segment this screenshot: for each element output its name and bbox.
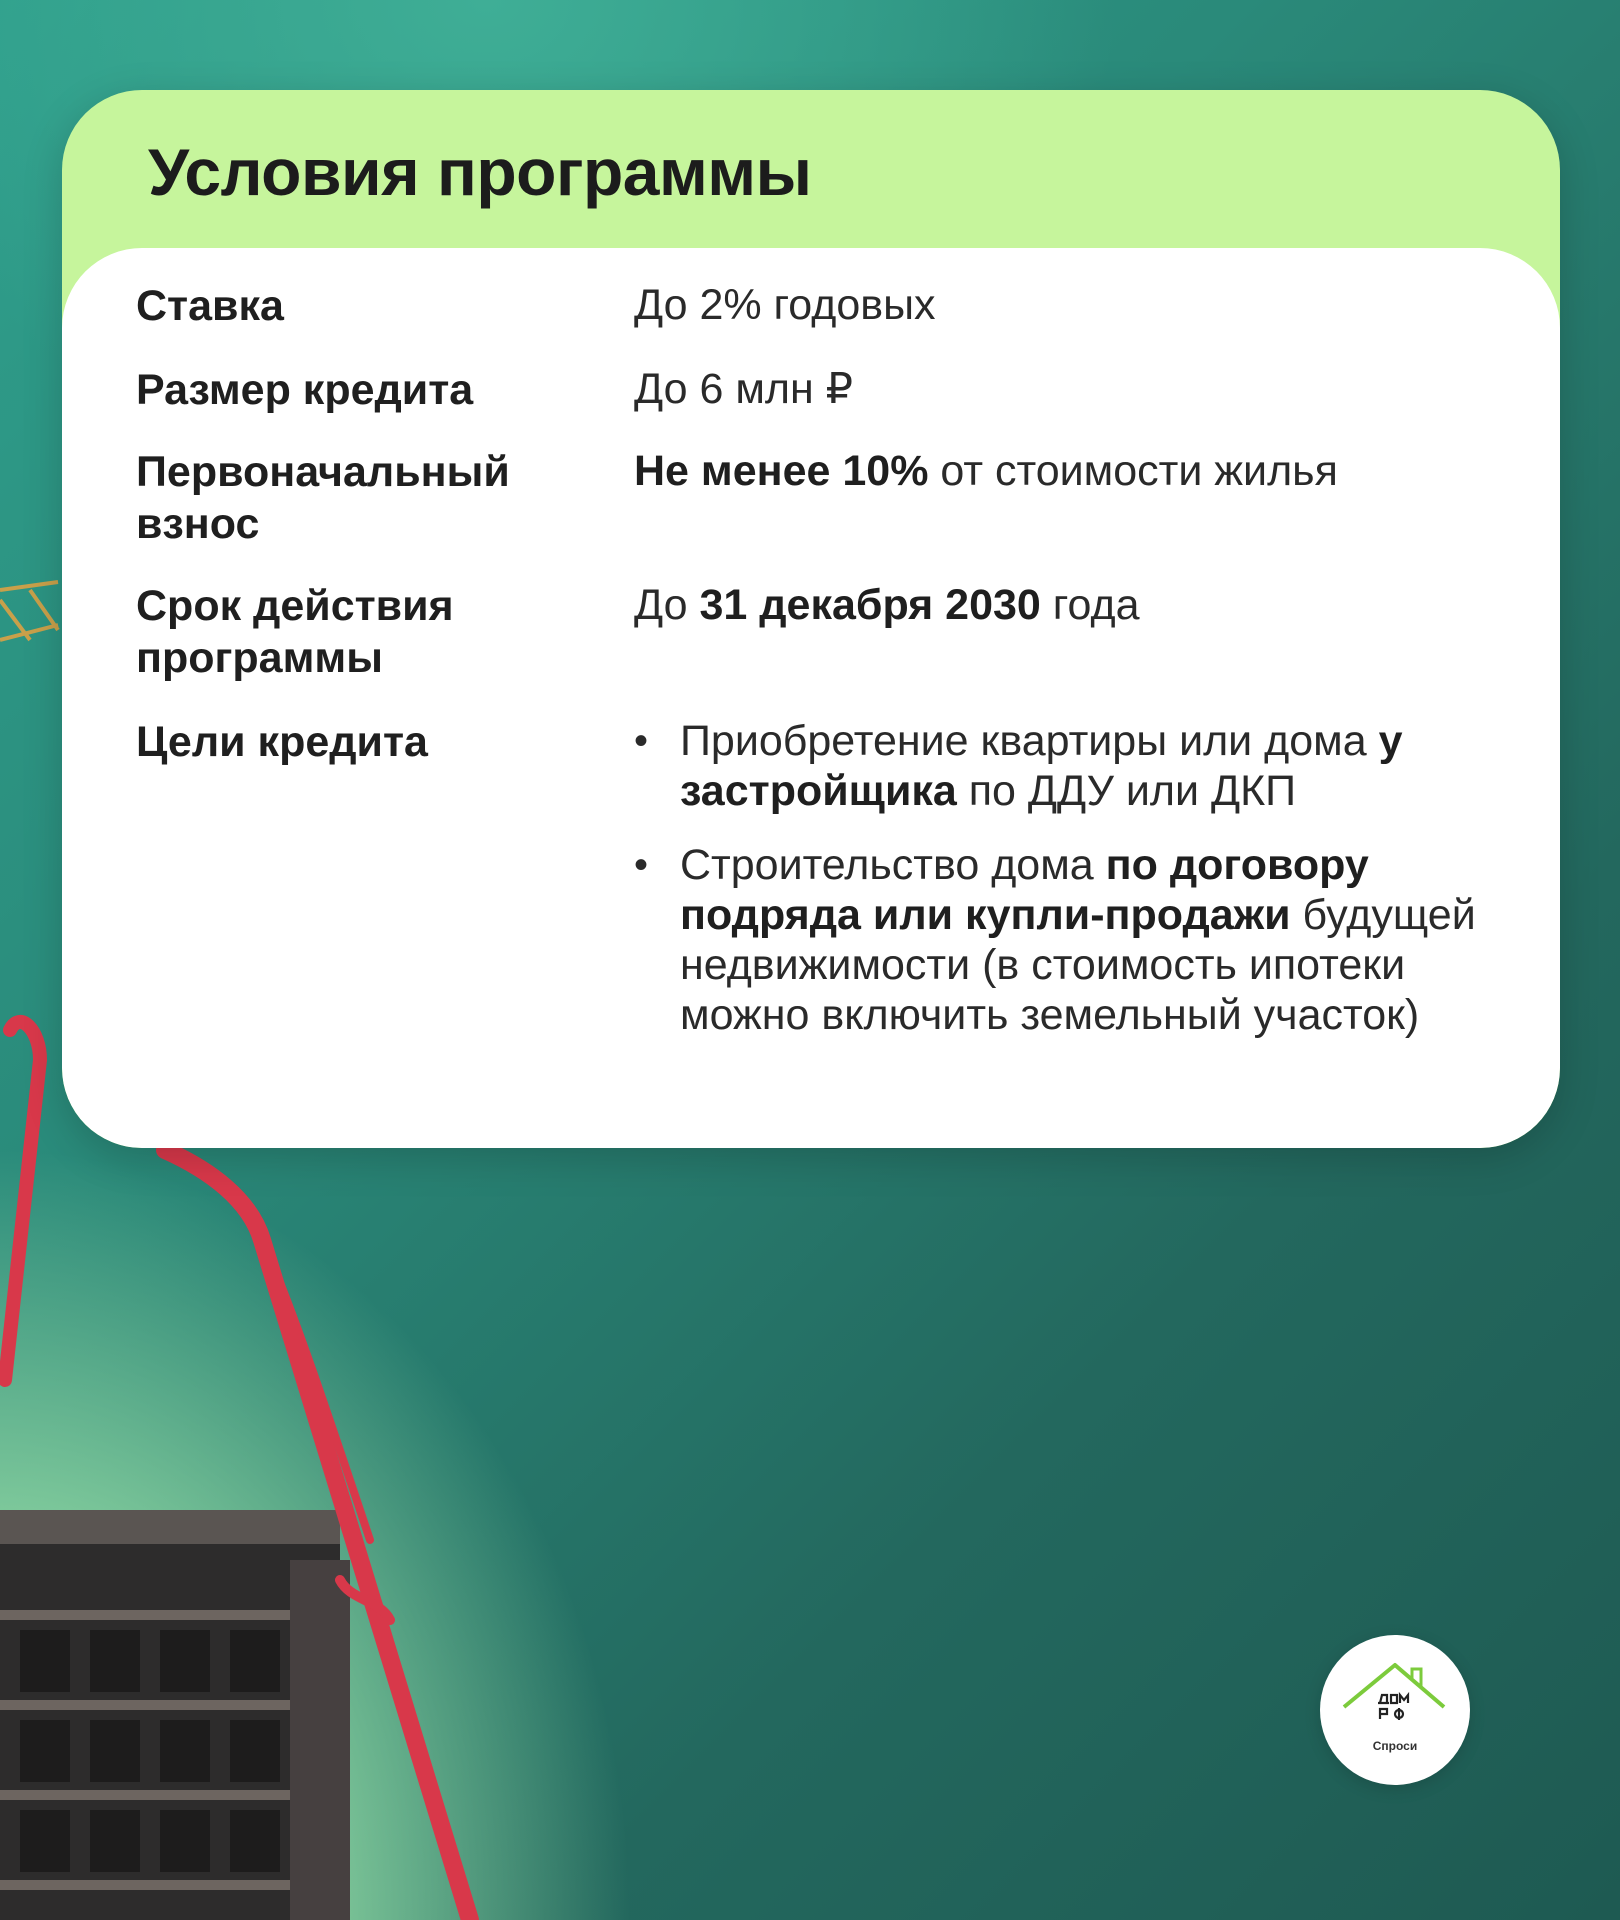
condition-value [634,716,1494,1064]
condition-value: До 2% годовых [634,281,936,329]
goals-list [634,716,1494,1040]
condition-label: Цели кредита [136,718,428,766]
goal-item [634,716,1494,816]
building [0,1510,350,1920]
condition-label: Первоначальный взнос [136,448,510,548]
condition-value [634,580,1494,630]
condition-value-bold: Не менее 10% [634,447,929,495]
condition-value-rest: года [1040,581,1140,629]
goal-text-post: по ДДУ или ДКП [956,767,1297,815]
condition-value-bold: 31 декабря 2030 [699,581,1041,629]
conditions-table [62,248,1560,1148]
card-title: Условия программы [148,135,812,209]
goal-text-bold: по договору подряда или купли-продажи [680,841,1369,939]
goal-item [634,840,1494,1040]
condition-label: Ставка [136,282,284,330]
house-roof-icon [1320,1635,1470,1785]
goal-text-bold: у застройщика [680,717,1403,815]
program-conditions-card [62,90,1560,1148]
condition-value-rest: от стоимости жилья [928,447,1338,495]
logo-caption: Спроси [1372,1739,1418,1753]
condition-label: Размер кредита [136,366,474,414]
tower-crane [0,582,58,640]
goal-text-pre: Приобретение квартиры или дома [680,717,1379,765]
goal-text-pre: Строительство дома [680,841,1106,889]
bullet-icon: • [634,719,649,763]
dom-rf-logo[interactable] [1320,1635,1470,1785]
condition-value-pre: До [634,581,700,629]
goal-text-post: будущей недвижимости (в стоимость ипотеки можно включить земельный участок) [680,891,1476,1039]
condition-value: До 6 млн ₽ [634,365,854,413]
condition-label: Срок действия программы [136,582,454,682]
condition-value [634,446,1494,496]
bullet-icon: • [634,843,649,887]
